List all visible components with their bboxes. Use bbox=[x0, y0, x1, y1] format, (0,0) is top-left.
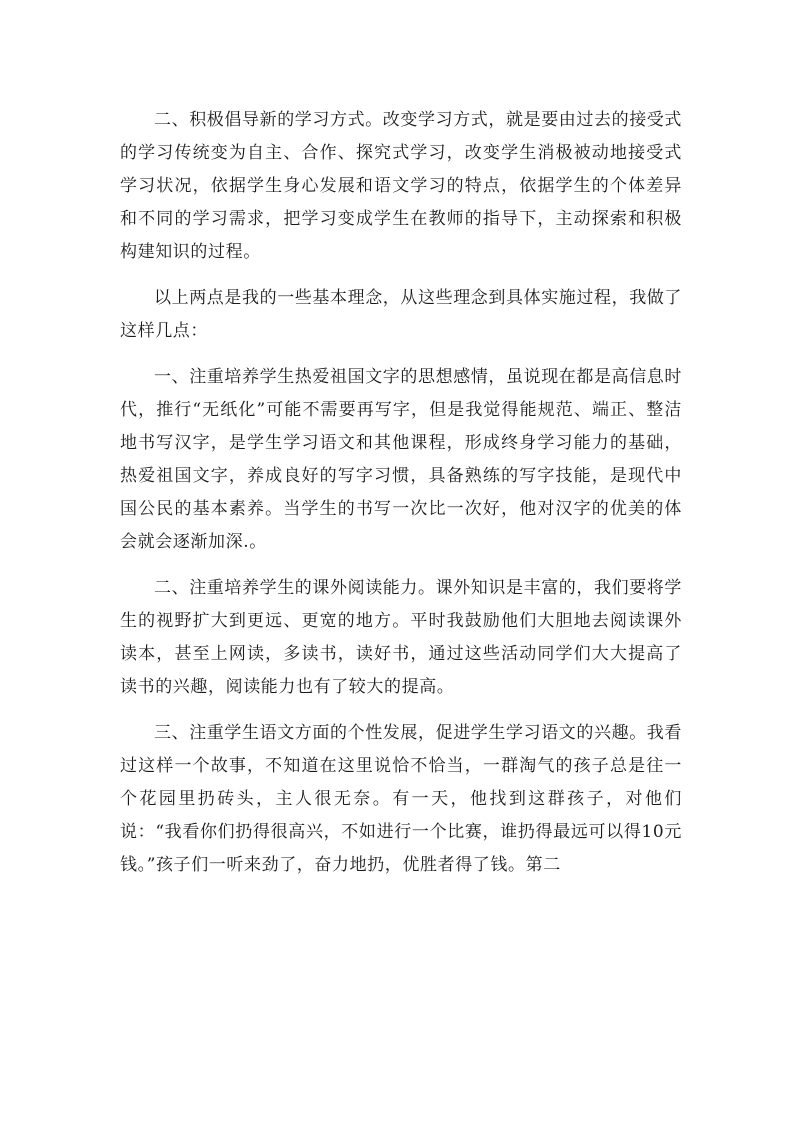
paragraph-extracurricular-reading: 二、注重培养学生的课外阅读能力。课外知识是丰富的，我们要将学生的视野扩大到更远、更宽的地方。平时我鼓励他们大胆地去阅读课外读本，甚至上网读，多读书，读好书，通过这些活动同学们大大提高了读书的兴趣，阅读能力也有了较大的提高。 bbox=[120, 578, 682, 697]
paragraph-writing-characters: 一、注重培养学生热爱祖国文字的思想感情，虽说现在都是高信息时代，推行“无纸化”可能不需要再写字，但是我觉得能规范、端正、整洁地书写汉字，是学生学习语文和其他课程，形成终身学习能力的基础，热爱祖国文字，养成良好的写字习惯，具备熟练的写字技能，是现代中国公民的基本素养。当学生的书写一次比一次好，他对汉字的优美的体会就会逐渐加深.。 bbox=[120, 367, 682, 552]
paragraph-individual-development: 三、注重学生语文方面的个性发展，促进学生学习语文的兴趣。我看过这样一个故事，不知道在这里说恰不恰当，一群淘气的孩子总是往一个花园里扔砖头，主人很无奈。有一天，他找到这群孩子，对他们说：“我看你们扔得很高兴，不如进行一个比赛，谁扔得最远可以得10元钱。”孩子们一听来劲了，奋力地扔，优胜者得了钱。第二 bbox=[120, 723, 682, 875]
paragraph-new-learning-methods: 二、积极倡导新的学习方式。改变学习方式，就是要由过去的接受式的学习传统变为自主、合作、探究式学习，改变学生消极被动地接受式学习状况，依据学生身心发展和语文学习的特点，依据学生的个体差异和不同的学习需求，把学习变成学生在教师的指导下，主动探索和积极构建知识的过程。 bbox=[120, 110, 682, 262]
paragraph-summary-intro: 以上两点是我的一些基本理念，从这些理念到具体实施过程，我做了这样几点： bbox=[120, 288, 682, 341]
